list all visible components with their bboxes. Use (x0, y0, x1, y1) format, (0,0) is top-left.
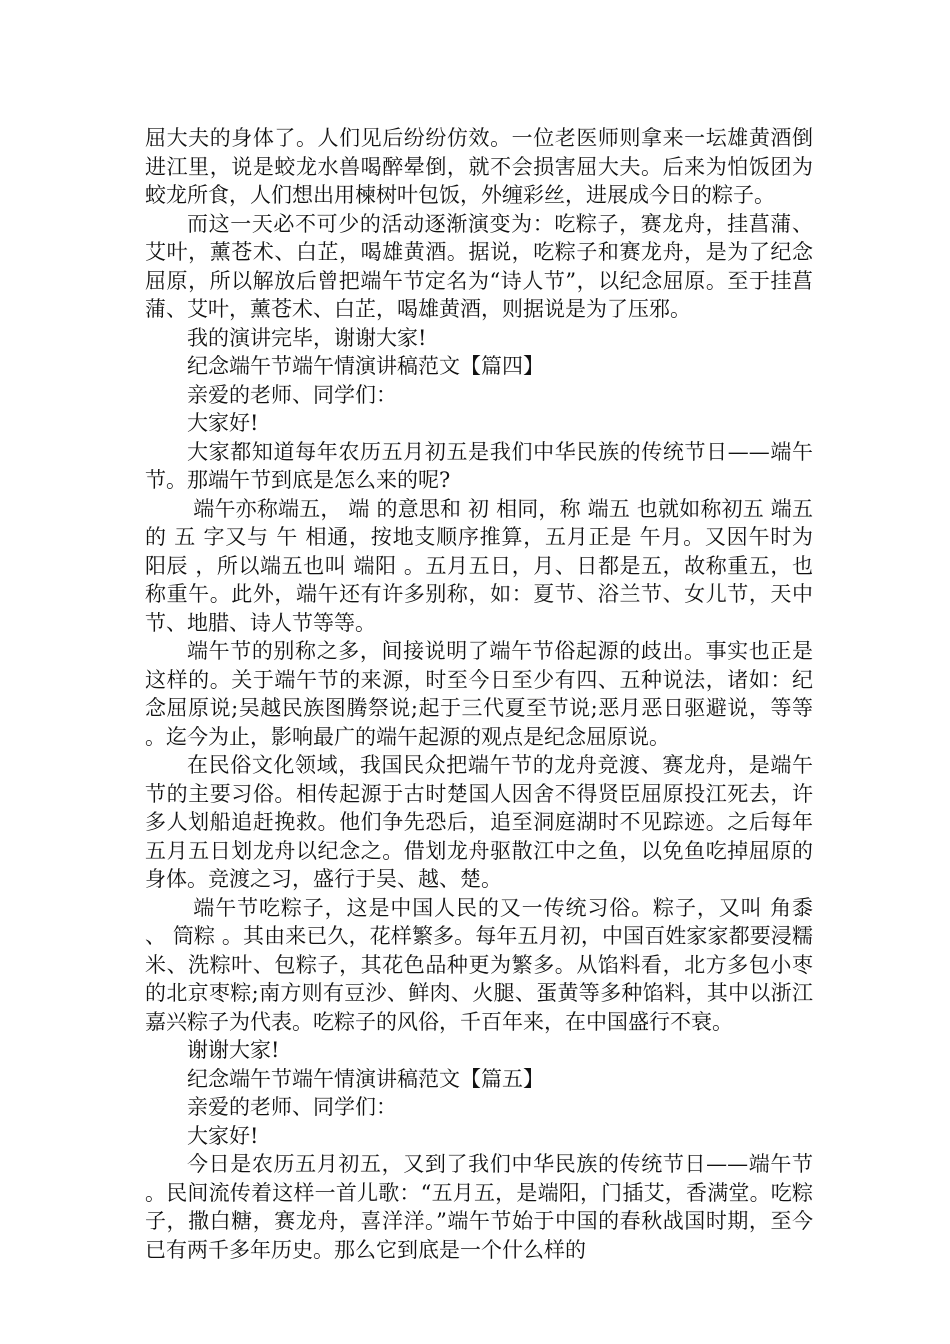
paragraph-zongzi: 端午节吃粽子，这是中国人民的又一传统习俗。粽子，又叫 角黍 、 筒粽 。其由来已久，花样繁多。每年五月初，中国百姓家家都要浸糯米、洗粽叶、包粽子，其花色品种更为繁多。从馅料看，北方多包小枣的北京枣粽;南方则有豆沙、鲜肉、火腿、蛋黄等多种馅料，其中以浙江嘉兴粽子为代表。吃粽子的风俗，千百年来，在中国盛行不衰。 (145, 895, 813, 1034)
closing-line: 我的演讲完毕，谢谢大家! (187, 325, 427, 350)
paragraph-names: 端午亦称端五， 端 的意思和 初 相同，称 端五 也就如称初五 端五的 五 字又与 午 相通，按地支顺序推算，五月正是 午月。又因午时为 阳辰 ，所以端五也叫 端阳 。五月五日，月、日都是五，故称重五，也称重午。此外，端午还有许多别称，如：夏节、浴兰节、女儿节，天中节、地腊、诗人节等等。 (145, 496, 813, 635)
paragraph-intro: 大家都知道每年农历五月初五是我们中华民族的传统节日——端午节。那端午节到底是怎么来的呢? (145, 439, 813, 492)
thanks-line: 谢谢大家! (187, 1038, 280, 1062)
paragraph-1: 屈大夫的身体了。人们见后纷纷仿效。一位老医师则拿来一坛雄黄酒倒进江里，说是蛟龙水兽喝醉晕倒，就不会损害屈大夫。后来为怕饭团为蛟龙所食，人们想出用楝树叶包饭，外缠彩丝，进展成今日的粽子。 (145, 126, 813, 207)
document-page (145, 124, 813, 1264)
greeting: 大家好! (187, 411, 259, 435)
salutation-2: 亲爱的老师、同学们： (187, 1095, 397, 1119)
section-heading-4: 纪念端午节端午情演讲稿范文【篇四】 (187, 354, 544, 378)
salutation: 亲爱的老师、同学们： (187, 382, 397, 407)
paragraph-today: 今日是农历五月初五，又到了我们中华民族的传统节日——端午节。民间流传着这样一首儿歌：“五月五，是端阳，门插艾，香满堂。吃粽子，撒白糖，赛龙舟，喜洋洋。”端午节始于中国的春秋战国时期，至今已有两千多年历史。那么它到底是一个什么样的 (145, 1152, 813, 1262)
paragraph-origins: 端午节的别称之多，间接说明了端午节俗起源的歧出。事实也正是这样的。关于端午节的来源，时至今日至少有四、五种说法，诸如：纪念屈原说;吴越民族图腾祭说;起于三代夏至节说;恶月恶日驱避说，等等。迄今为止，影响最广的端午起源的观点是纪念屈原说。 (145, 639, 813, 749)
paragraph-dragon-boat: 在民俗文化领域，我国民众把端午节的龙舟竞渡、赛龙舟，是端午节的主要习俗。相传起源于古时楚国人因舍不得贤臣屈原投江死去，许多人划船追赶挽救。他们争先恐后，追至洞庭湖时不见踪迹。之后每年五月五日划龙舟以纪念之。借划龙舟驱散江中之鱼，以免鱼吃掉屈原的身体。竞渡之习，盛行于吴、越、楚。 (145, 753, 813, 891)
section-heading-5: 纪念端午节端午情演讲稿范文【篇五】 (187, 1066, 544, 1091)
paragraph-2: 而这一天必不可少的活动逐渐演变为：吃粽子，赛龙舟，挂菖蒲、艾叶，薰苍术、白芷，喝雄黄酒。据说，吃粽子和赛龙舟，是为了纪念屈原，所以解放后曾把端午节定名为“诗人节”，以纪念屈原。至于挂菖蒲、艾叶，薰苍术、白芷，喝雄黄酒，则据说是为了压邪。 (145, 211, 813, 321)
greeting-2: 大家好! (187, 1123, 259, 1148)
